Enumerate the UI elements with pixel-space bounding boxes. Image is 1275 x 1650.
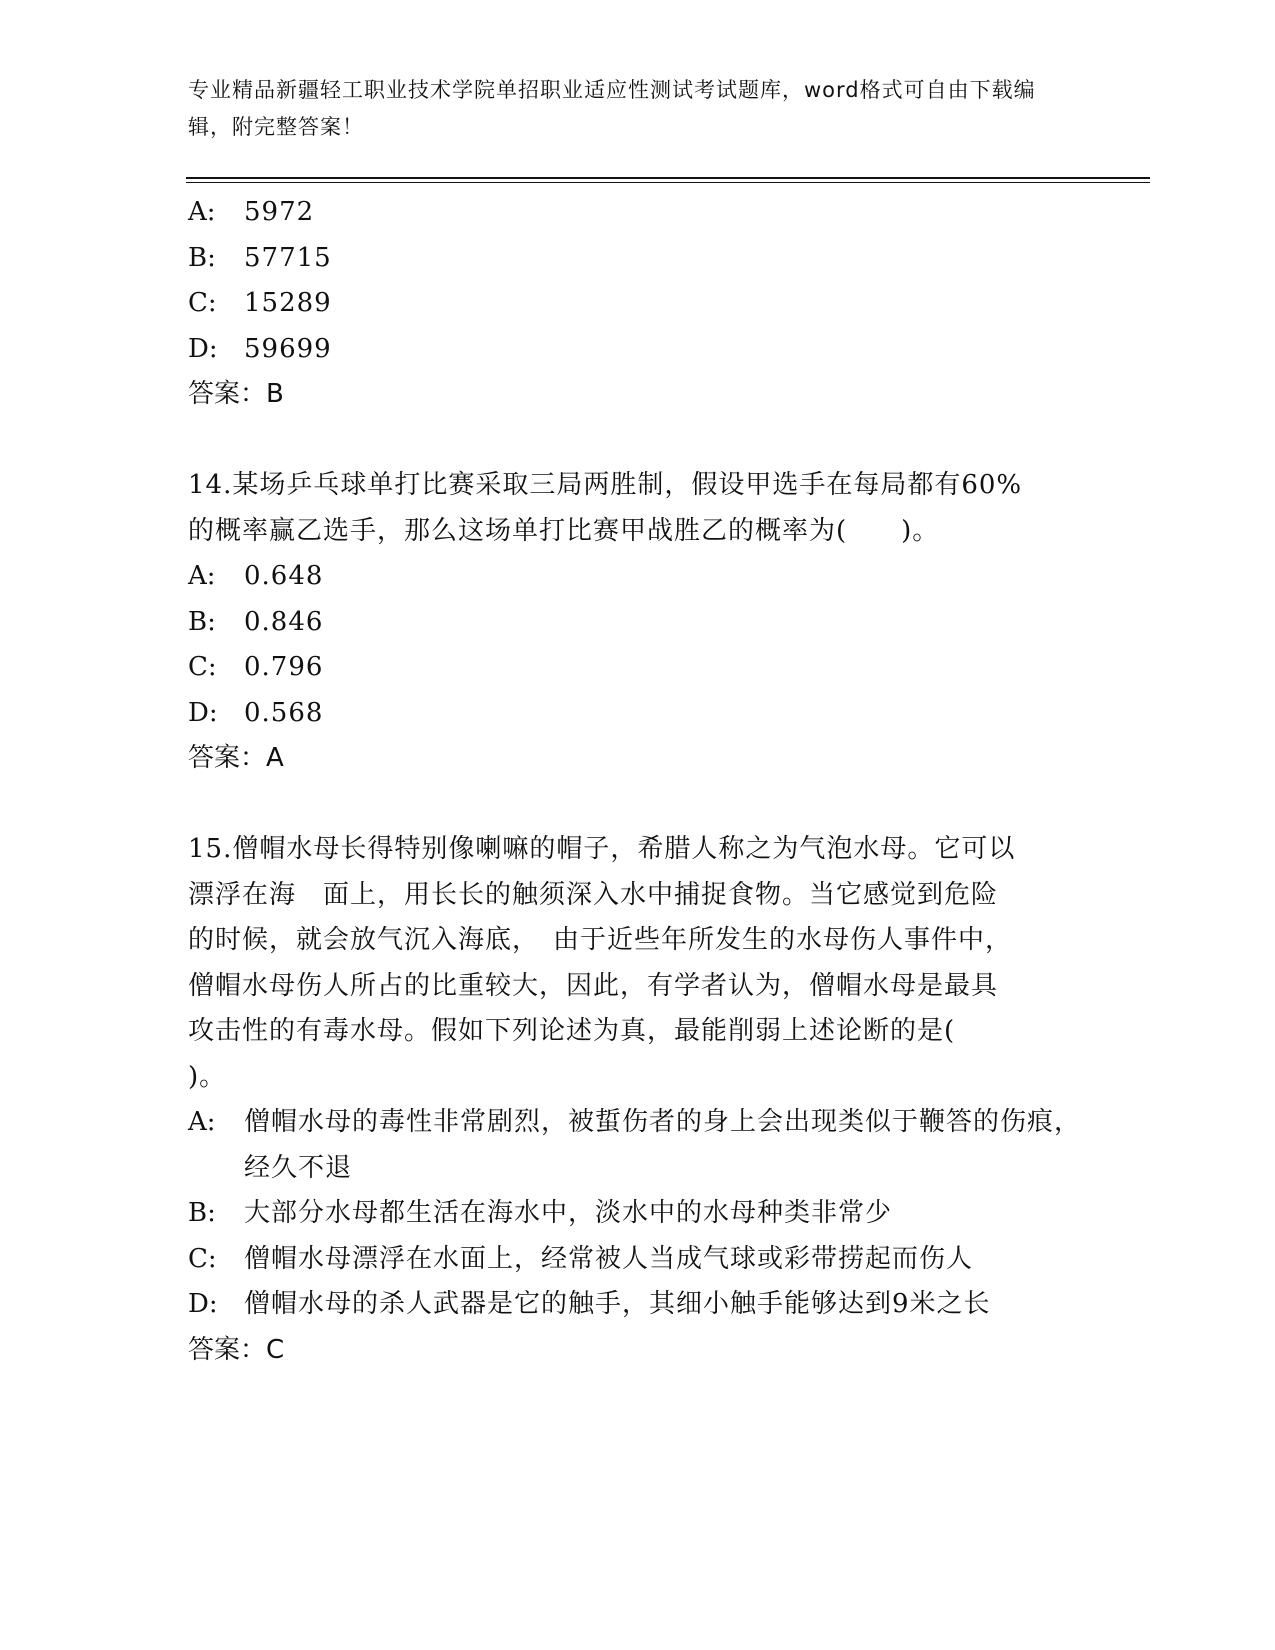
option-label: C: [188,652,217,682]
option-text: 0.796 [244,652,324,682]
option-label: C: [188,288,217,318]
answer-line: 答案：C [188,1334,285,1365]
option-text: 大部分水母都生活在海水中，淡水中的水母种类非常少 [244,1198,893,1228]
option-text: 15289 [244,288,332,318]
option-text: 僧帽水母的杀人武器是它的触手，其细小触手能够达到9米之长 [244,1289,991,1319]
option-d [188,327,1088,373]
spacer [188,418,1088,464]
option-label: D: [188,1289,218,1319]
header-rule-thin [186,182,1150,183]
option-d [188,1282,1088,1328]
option-text: 57715 [244,242,332,273]
option-label: B: [188,606,216,637]
option-text: 0.846 [244,606,324,637]
option-label: D: [188,333,218,364]
question-line: 僧帽水母伤人所占的比重较大，因此，有学者认为，僧帽水母是最具 [188,970,999,1001]
option-c [188,281,1088,327]
question-line: 攻击性的有毒水母。假如下列论述为真，最能削弱上述论断的是( [188,1016,956,1046]
option-b [188,1191,1088,1237]
question-line: 的时候，就会放气沉入海底， 由于近些年所发生的水母伤人事件中， [188,925,1013,955]
option-label: B: [188,242,216,273]
option-label: A: [188,1107,216,1137]
question-content [188,190,1088,1373]
option-d [188,691,1088,737]
option-label: D: [188,697,218,728]
question-14 [188,463,1088,782]
option-b [188,600,1088,646]
question-line: )。 [188,1061,227,1092]
option-a [188,554,1088,600]
question-13 [188,190,1088,418]
page-header [188,72,1068,146]
header-text: 专业精品新疆轻工职业技术学院单招职业适应性测试考试题库，word格式可自由下载编辑，附完整答案！ [188,78,1036,139]
option-text: 59699 [244,333,332,364]
option-text: 0.648 [244,561,324,591]
option-text: 0.568 [244,697,324,728]
option-a [188,190,1088,236]
option-label: B: [188,1198,216,1228]
option-text: 5972 [244,197,315,227]
question-line: 的概率赢乙选手，那么这场单打比赛甲战胜乙的概率为( )。 [188,515,940,546]
option-text: 僧帽水母漂浮在水面上，经常被人当成气球或彩带捞起而伤人 [244,1243,974,1274]
answer-line: 答案：A [188,743,284,773]
option-a [188,1100,1088,1191]
option-b [188,236,1088,282]
question-line: 15.僧帽水母长得特别像喇嘛的帽子，希腊人称之为气泡水母。它可以 [188,834,1016,864]
option-label: C: [188,1243,217,1274]
option-label: A: [188,197,216,227]
spacer [188,782,1088,828]
option-text: 僧帽水母的毒性非常剧烈，被蜇伤者的身上会出现类似于鞭答的伤痕，经久不退 [244,1107,1082,1183]
header-rule-thick [186,177,1150,179]
answer-line: 答案：B [188,379,284,409]
question-line: 14.某场乒乓球单打比赛采取三局两胜制，假设甲选手在每局都有60% [188,470,1023,500]
option-c [188,645,1088,691]
question-15 [188,827,1088,1373]
question-line: 漂浮在海 面上，用长长的触须深入水中捕捉食物。当它感觉到危险 [188,879,999,910]
option-label: A: [188,561,216,591]
option-c [188,1237,1088,1283]
